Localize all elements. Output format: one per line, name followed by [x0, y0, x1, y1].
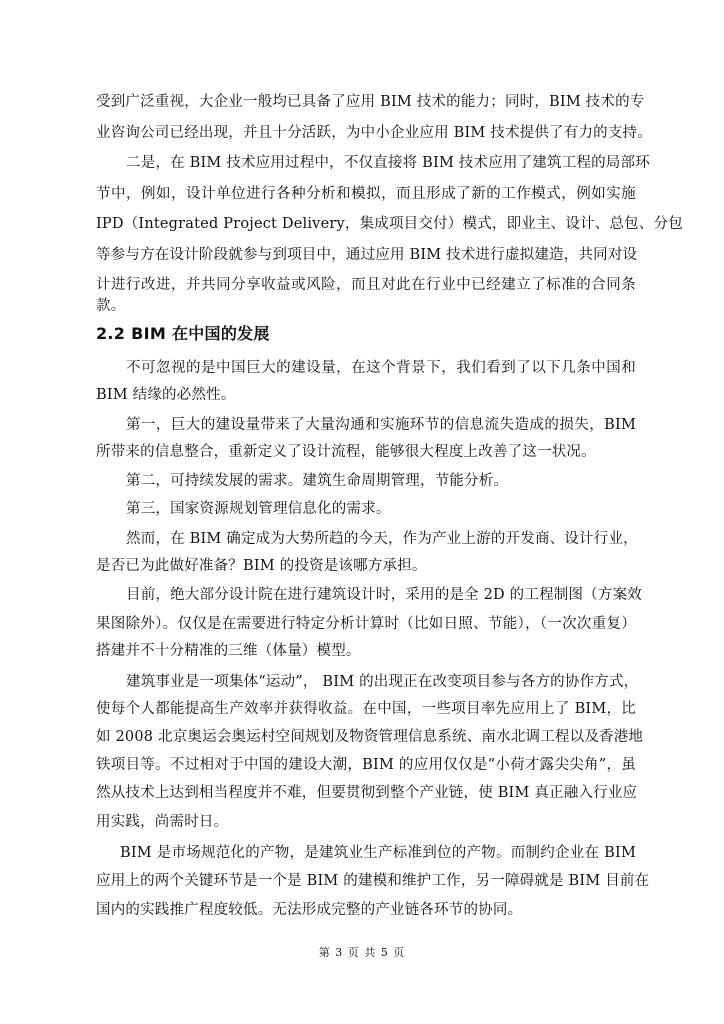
paragraph-line: 铁项目等。不过相对于中国的建设大潮，BIM 的应用仅仅是“小荷才露尖尖角”，虽 [96, 757, 636, 773]
page-number: 第 3 页 共 5 页 [318, 946, 406, 959]
paragraph-line: BIM 结缘的必然性。 [96, 387, 236, 403]
paragraph-line: 第三，国家资源规划管理信息化的需求。 [126, 501, 391, 517]
paragraph-line: 应用上的两个关键环节是一个是 BIM 的建模和维护工作，另一障碍就是 BIM 目前在 [96, 873, 650, 889]
paragraph-line: 用实践，尚需时日。 [96, 814, 229, 830]
paragraph-line: 受到广泛重视，大企业一般均已具备了应用 BIM 技术的能力；同时，BIM 技术的专 [96, 94, 645, 110]
paragraph-line: 然而，在 BIM 确定成为大势所趋的今天，作为产业上游的开发商、设计行业， [126, 531, 638, 547]
paragraph-line: 节中，例如，设计单位进行各种分析和模拟，而且形成了新的工作模式，例如实施 [96, 186, 636, 202]
paragraph-line: 第二，可持续发展的需求。建筑生命周期管理，节能分析。 [126, 473, 509, 489]
paragraph-line: 等参与方在设计阶段就参与到项目中，通过应用 BIM 技术进行虚拟建造，共同对设 [96, 247, 638, 263]
paragraph-line: 第一，巨大的建设量带来了大量沟通和实施环节的信息流失造成的损失，BIM [126, 417, 636, 433]
paragraph-line: 如 2008 北京奥运会奥运村空间规划及物资管理信息系统、南水北调工程以及香港地 [96, 729, 644, 745]
paragraph-line: 使每个人都能提高生产效率并获得收益。在中国，一些项目率先应用上了 BIM，比 [96, 701, 636, 717]
paragraph-line: 二是，在 BIM 技术应用过程中，不仅直接将 BIM 技术应用了建筑工程的局部环 [126, 155, 650, 171]
paragraph-line: 搭建并不十分精准的三维（体量）模型。 [96, 643, 361, 659]
paragraph-line: BIM 是市场规范化的产物，是建筑业生产标准到位的产物。而制约企业在 BIM [120, 845, 636, 861]
section-heading: 2.2 BIM 在中国的发展 [96, 324, 270, 343]
paragraph-line: 目前，绝大部分设计院在进行建筑设计时，采用的是全 2D 的工程制图（方案效 [126, 587, 642, 603]
paragraph-line: 是否已为此做好准备？BIM 的投资是该哪方承担。 [96, 558, 427, 574]
paragraph-line: 计进行改进，并共同分享收益或风险，而且对此在行业中已经建立了标准的合同条 [96, 277, 636, 293]
paragraph-line: 国内的实践推广程度较低。无法形成完整的产业链各环节的协同。 [96, 902, 523, 918]
paragraph-line: IPD（Integrated Project Delivery，集成项目交付）模式，即业主、设计、总包、分包 [96, 216, 683, 232]
paragraph-line: 然从技术上达到相当程度并不难，但要贯彻到整个产业链，使 BIM 真正融入行业应 [96, 785, 638, 801]
paragraph-line: 款。 [96, 298, 126, 314]
paragraph-line: 建筑事业是一项集体“运动”， BIM 的出现正在改变项目参与各方的协作方式， [126, 674, 639, 690]
paragraph-line: 业咨询公司已经出现，并且十分活跃，为中小企业应用 BIM 技术提供了有力的支持。 [96, 125, 652, 141]
paragraph-line: 所带来的信息整合，重新定义了设计流程，能够很大程度上改善了这一状况。 [96, 444, 596, 460]
paragraph-line: 果图除外）。仅仅是在需要进行特定分析计算时（比如日照、节能），（一次次重复） [96, 616, 636, 632]
paragraph-line: 不可忽视的是中国巨大的建设量，在这个背景下，我们看到了以下几条中国和 [126, 360, 636, 376]
